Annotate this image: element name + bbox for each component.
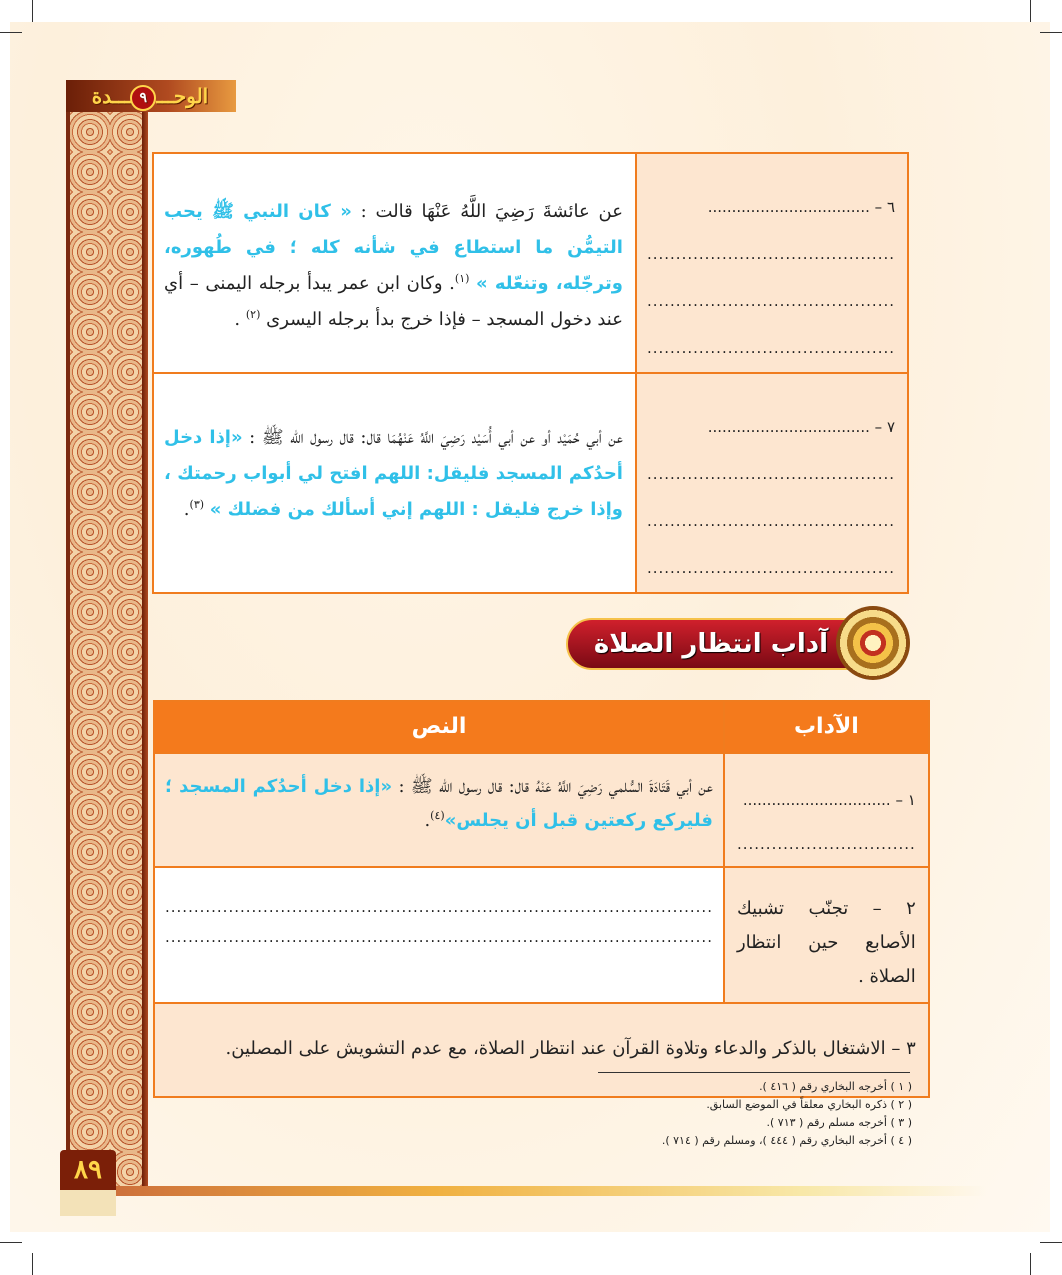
text-plain: عن عائشةَ رَضِيَ اللَّهُ عَنْهَا قالت : [351,201,623,222]
unit-title-pre: الوحـــ [156,84,209,108]
adab-table-2 [153,700,930,1098]
footnote-ref: (٤) [430,809,445,822]
adab-table-1 [152,152,909,594]
fill-in-line: ........................................... [646,559,895,577]
footnote: ( ٣ ) أخرجه مسلم رقم ( ٧١٣ ). [766,1116,912,1129]
fill-in-line: ............................................................................................... [165,928,713,946]
crop-mark [1030,0,1031,22]
page-number: ٨٩ [60,1150,116,1190]
text-cell: عن عائشةَ رَضِيَ اللَّهُ عَنْهَا قالت : « كان النبي ﷺ يحب التيمُّن ما استطاع في شأنه كله ؛ في طُهوره، وترجّله، وتنعّله » $^{(١)}$. وكان ابن عمر يبدأ برجله اليمنى – أي عند دخول المسجد – فإذا خرج بدأ برجله اليسرى $^{(٢)}$ . [153,153,636,373]
adab-cell[interactable] [636,153,908,373]
fill-in-line: ........................................... [646,245,895,263]
crop-mark [1040,1242,1062,1243]
table-row [154,867,929,1003]
decorative-bottom-band [66,1186,986,1196]
fill-in-line: ........................................... [646,465,895,483]
text-plain: عن أبي حُمَيْد أو عن أبي أُسَيْد رَضِيَ اللَّهُ عَنْهُمَا قال: قال رسول الله ﷺ : [242,427,623,448]
unit-number-badge: ٩ [130,85,156,111]
crop-mark [0,32,22,33]
table-row [154,753,929,867]
crop-mark [32,1253,33,1275]
column-header-text: النص [154,701,724,753]
fill-in-line: ٦ – .................................. [707,198,895,216]
decorative-side-border [66,112,148,1190]
crop-mark [32,0,33,22]
footnote-ref: (٣) [189,498,205,511]
unit-title [72,82,228,110]
fill-in-line: ........................................... [646,339,895,357]
page-number-tab [60,1190,116,1216]
section-title: آداب انتظار الصلاة [566,618,856,670]
fill-in-line: ٧ – .................................. [707,418,895,436]
footnote: ( ٢ ) ذكره البخاري معلقاً في الموضع السابق. [706,1098,912,1111]
text-plain: وكان ابن عمر يبدأ برجله اليمنى – أي عند دخول المسجد – فإذا خرج بدأ برجله اليسرى [164,273,623,330]
hadith-highlight: «إذا دخل أحدُكم المسجد ؛ فليركع ركعتين قبل أن يجلس» [165,776,713,831]
text-cell[interactable] [154,867,724,1003]
text-plain: عن أبي قَتَادَةَ السُّلمي رَضِيَ اللَّهُ عَنْهُ قال: قال رسول الله ﷺ : [392,776,713,797]
fill-in-line: ............................................................................................... [165,898,713,916]
fill-in-line: ........................................... [646,292,895,310]
unit-title-post: ـــدة [91,84,131,108]
table-row [153,373,908,593]
crop-mark [0,1242,22,1243]
fill-in-line: ............................... [736,835,916,853]
fill-in-line: ........................................... [646,512,895,530]
footnotes [520,1078,912,1150]
hadith-highlight: «إذا دخل أحدُكم المسجد فليقل: اللهم افتح لي أبواب رحمتك ، وإذا خرج فليقل : اللهم إني أسألك من فضلك » [164,427,623,520]
footnote-divider [598,1072,910,1073]
footnote-ref: (٢) [245,308,261,321]
adab-full-row: ٣ – الاشتغال بالذكر والدعاء وتلاوة القرآن عند انتظار الصلاة، مع عدم التشويش على المصلين. [154,1003,929,1097]
footnote: ( ٤ ) أخرجه البخاري رقم ( ٤٤٤ )، ومسلم رقم ( ٧١٤ ). [661,1134,912,1147]
adab-cell[interactable] [636,373,908,593]
adab-cell: ٢ – تجنّب تشبيك الأصابع حين انتظار الصلاة . [724,867,929,1003]
fill-in-line: ١ – ............................... [742,791,916,809]
text-cell: عن أبي قَتَادَةَ السُّلمي رَضِيَ اللَّهُ عَنْهُ قال: قال رسول الله ﷺ : «إذا دخل أحدُكم المسجد ؛ فليركع ركعتين قبل أن يجلس»$^{(٤)}$. [154,753,724,867]
hadith-highlight: « كان النبي ﷺ يحب التيمُّن ما استطاع في شأنه كله ؛ في طُهوره، وترجّله، وتنعّله » [164,201,623,294]
ornament-medallion-icon [836,606,910,680]
adab-cell[interactable] [724,753,929,867]
table-row [153,153,908,373]
footnote: ( ١ ) أخرجه البخاري رقم ( ٤١٦ ). [759,1080,912,1093]
column-header-adab: الآداب [724,701,929,753]
table-header-row [154,701,929,753]
crop-mark [1040,32,1062,33]
footnote-ref: (١) [454,272,470,285]
text-cell: عن أبي حُمَيْد أو عن أبي أُسَيْد رَضِيَ اللَّهُ عَنْهُمَا قال: قال رسول الله ﷺ : «إذا دخل أحدُكم المسجد فليقل: اللهم افتح لي أبواب رحمتك ، وإذا خرج فليقل : اللهم إني أسألك من فضلك » $^{(٣)}$. [153,373,636,593]
crop-mark [1030,1253,1031,1275]
section-heading [566,606,910,680]
